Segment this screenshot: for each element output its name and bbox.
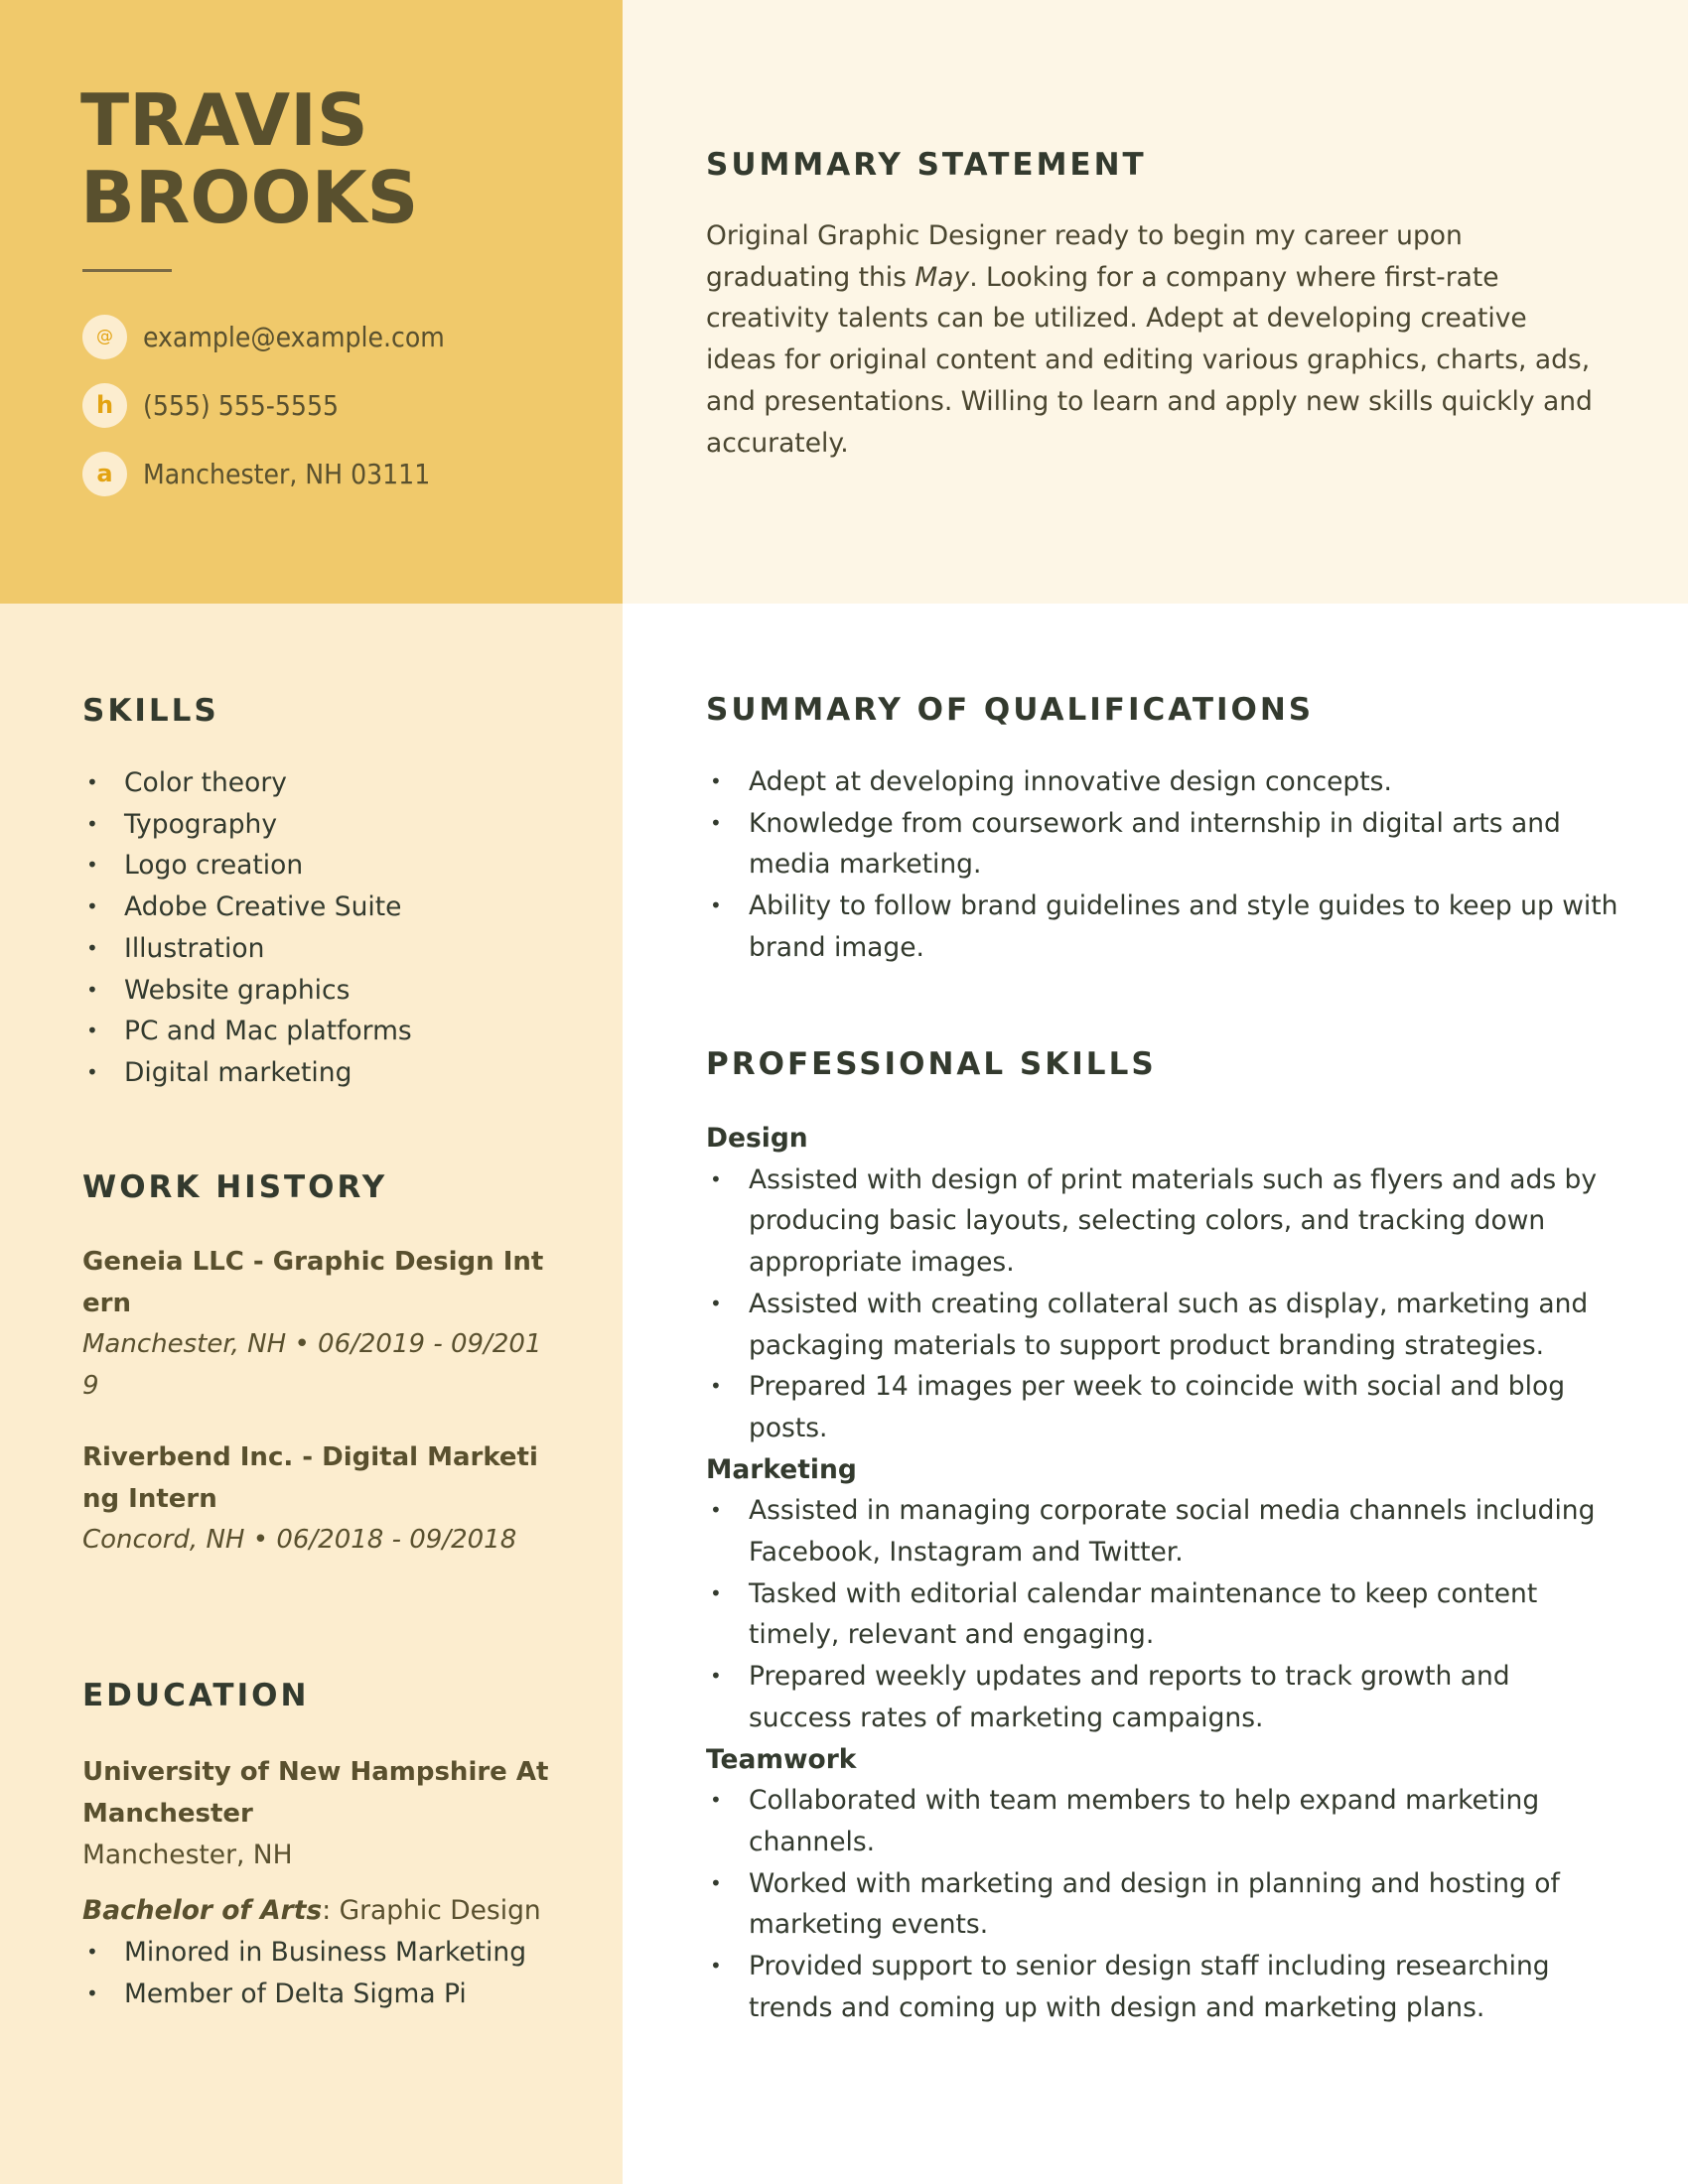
education-heading: EDUCATION: [82, 1678, 310, 1713]
skill-group-item: • Assisted with design of print materials such as flyers and ads by producing basic layouts, selecting colors, and tracking down appropriate images.: [706, 1160, 1619, 1284]
school-location: Manchester, NH: [82, 1840, 293, 1871]
skill-item: • Illustration: [82, 928, 599, 970]
skill-item: • Typography: [82, 804, 599, 846]
degree-name: Bachelor of Arts: [82, 1895, 323, 1927]
professional-skills-heading: PROFESSIONAL SKILLS: [706, 1046, 1157, 1082]
work-history-heading: WORK HISTORY: [82, 1169, 388, 1205]
skill-group-item: • Assisted with creating collateral such as display, marketing and packaging materials to support product branding strategies.: [706, 1284, 1619, 1366]
skill-group-list: [706, 1490, 1619, 1738]
skill-group-item: • Prepared weekly updates and reports to track growth and success rates of marketing campaigns.: [706, 1656, 1619, 1738]
education-list: [82, 1932, 549, 2014]
at-icon: @: [82, 315, 127, 359]
job-meta: Manchester, NH • 06/2019 - 09/2019: [82, 1329, 542, 1402]
skill-group-title: Teamwork: [706, 1743, 857, 1775]
degree-field: Graphic Design: [331, 1895, 541, 1927]
phone-text[interactable]: (555) 555-5555: [143, 388, 339, 422]
skill-group-item: • Worked with marketing and design in planning and hosting of marketing events.: [706, 1863, 1619, 1946]
education-item: • Minored in Business Marketing: [82, 1932, 549, 1974]
first-name: TRAVIS: [80, 78, 368, 162]
qualification-item: • Adept at developing innovative design concepts.: [706, 761, 1619, 803]
qualifications-heading: SUMMARY OF QUALIFICATIONS: [706, 692, 1315, 728]
qualification-item: • Ability to follow brand guidelines and style guides to keep up with brand image.: [706, 886, 1619, 968]
summary-text-italic: May: [914, 261, 970, 293]
degree-line: [82, 1890, 549, 1932]
candidate-name: [80, 78, 419, 239]
contact-email: [82, 314, 445, 359]
home-phone-icon: h: [82, 383, 127, 428]
skill-group-list: [706, 1780, 1619, 2028]
skill-item: • Color theory: [82, 762, 599, 804]
summary-text-part: Original Graphic Designer ready to begin my career upon graduating this: [706, 220, 1463, 293]
skill-item: • Adobe Creative Suite: [82, 887, 599, 928]
skills-list: [82, 762, 599, 1094]
skill-item: • Website graphics: [82, 970, 599, 1012]
skill-group-list: [706, 1160, 1619, 1449]
address-text: Manchester, NH 03111: [143, 457, 431, 490]
skill-group-item: • Prepared 14 images per week to coincide with social and blog posts.: [706, 1366, 1619, 1448]
last-name: BROOKS: [80, 156, 419, 239]
contact-address: [82, 451, 430, 496]
skill-group-item: • Provided support to senior design staff including researching trends and coming up with design and marketing plans.: [706, 1946, 1619, 2028]
job-entry: [82, 1242, 549, 1408]
summary-statement-text: [706, 215, 1600, 464]
skills-heading: SKILLS: [82, 693, 219, 729]
professional-skills-body: [706, 1118, 1619, 2028]
education-item: • Member of Delta Sigma Pi: [82, 1974, 549, 2015]
qualifications-list: [706, 761, 1619, 969]
skill-item: • Digital marketing: [82, 1052, 599, 1094]
skill-group-item: • Collaborated with team members to help expand marketing channels.: [706, 1780, 1619, 1862]
summary-text-part: . Looking for a company where first-rate creativity talents can be utilized. Adept at developing creative ideas for original content and editing various graphics, charts, ads, and presentations. Willing to learn and apply new skills quickly and accurately.: [706, 261, 1593, 459]
job-entry: [82, 1437, 549, 1562]
job-title: Geneia LLC - Graphic Design Intern: [82, 1247, 544, 1318]
summary-statement-heading: SUMMARY STATEMENT: [706, 147, 1147, 183]
skill-item: • Logo creation: [82, 845, 599, 887]
degree-separator: :: [322, 1895, 332, 1927]
job-meta: Concord, NH • 06/2018 - 09/2018: [82, 1525, 517, 1556]
school-name: University of New Hampshire At Manchester: [82, 1757, 549, 1829]
address-icon: a: [82, 452, 127, 496]
qualification-item: • Knowledge from coursework and internship in digital arts and media marketing.: [706, 803, 1619, 886]
contact-phone: [82, 382, 339, 428]
skill-group-title: Marketing: [706, 1453, 857, 1485]
job-title: Riverbend Inc. - Digital Marketing Intern: [82, 1442, 538, 1514]
email-text[interactable]: example@example.com: [143, 320, 445, 353]
skill-group-title: Design: [706, 1123, 808, 1154]
skill-item: • PC and Mac platforms: [82, 1011, 599, 1052]
skill-group-item: • Tasked with editorial calendar maintenance to keep content timely, relevant and engaging.: [706, 1573, 1619, 1656]
name-divider: [82, 269, 172, 272]
skill-group-item: • Assisted in managing corporate social media channels including Facebook, Instagram and Twitter.: [706, 1490, 1619, 1572]
education-entry: [82, 1752, 549, 2014]
